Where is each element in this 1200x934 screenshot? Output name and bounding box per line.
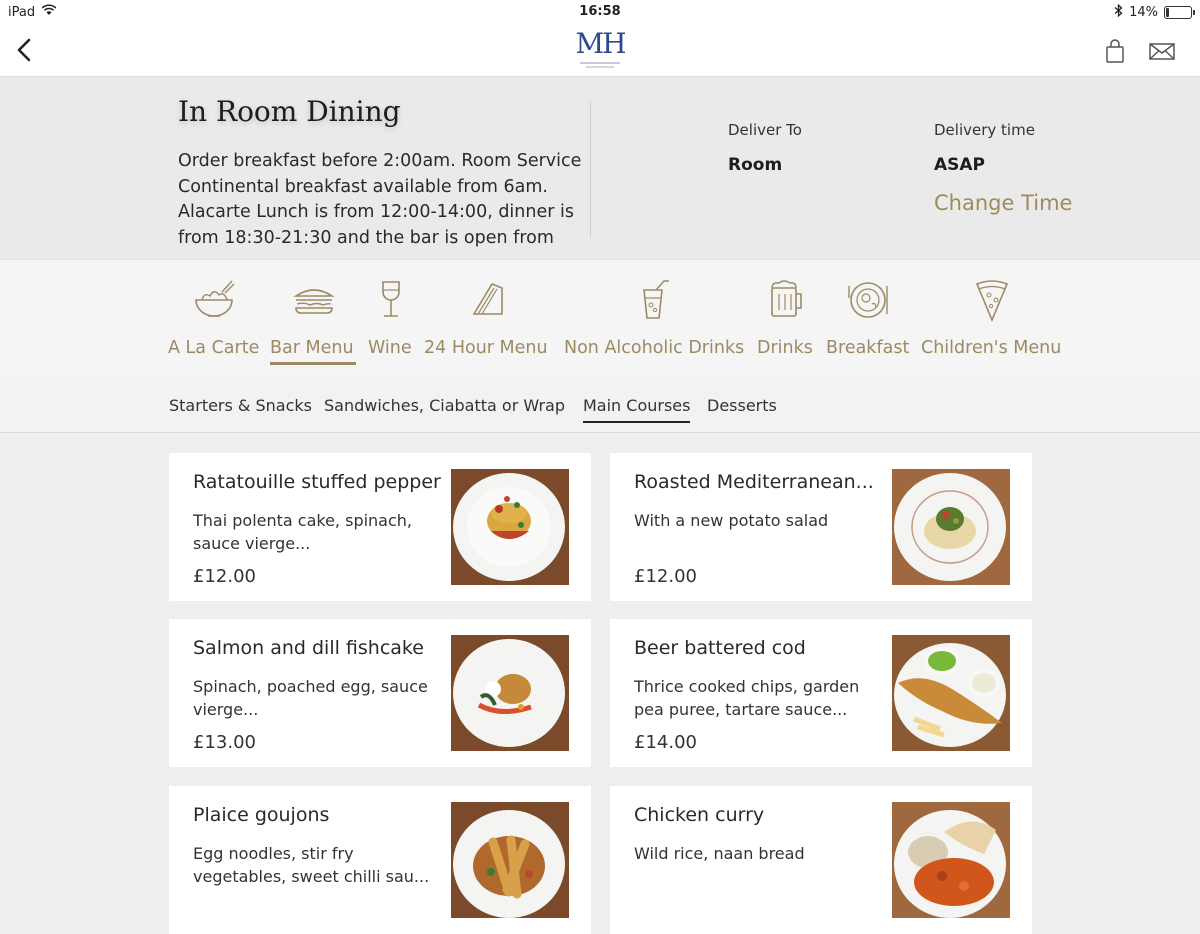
category-childrens-menu[interactable] [921,260,1063,376]
page-title: In Room Dining [178,95,401,128]
menu-item-card[interactable] [169,453,591,601]
menu-item-card[interactable] [610,786,1032,934]
category-a-la-carte[interactable] [168,260,260,376]
category-drinks[interactable] [757,260,815,376]
category-label: Non Alcoholic Drinks [564,338,745,358]
item-name: Beer battered cod [634,637,806,659]
sandwich-icon [292,278,336,324]
tab-label: Sandwiches, Ciabatta or Wrap [324,396,565,415]
category-bar-menu[interactable] [270,260,358,376]
menu-item-card[interactable] [169,619,591,767]
battery-percent: 14% [1129,5,1158,20]
menu-item-card[interactable] [610,453,1032,601]
category-label: Drinks [757,338,813,358]
delivery-time-value: ASAP [934,155,986,175]
shopping-bag-icon [1102,38,1128,64]
item-price: £13.00 [193,732,256,753]
active-tab-indicator [583,421,690,423]
sandwich-wedge-icon [468,278,508,324]
item-description: With a new potato salad [634,511,829,530]
menu-item-card[interactable] [610,619,1032,767]
tab-label: Starters & Snacks [169,396,312,415]
food-photo [451,635,569,751]
back-button[interactable] [12,36,40,64]
delivery-time-label: Delivery time [934,121,1035,139]
active-category-indicator [270,362,356,365]
beer-mug-icon [766,278,806,324]
food-photo [451,469,569,585]
noodle-bowl-icon [192,278,236,324]
tab-desserts[interactable] [707,396,777,415]
basket-button[interactable] [1102,38,1128,64]
bluetooth-icon [1114,4,1123,21]
category-label: A La Carte [168,338,260,358]
category-24-hour-menu[interactable] [424,260,552,376]
item-description: Wild rice, naan bread [634,844,805,863]
envelope-icon [1148,38,1176,64]
item-description: Thrice cooked chips, garden pea puree, tartare sauce... [634,677,860,719]
dining-description: Order breakfast before 2:00am. Room Service Continental breakfast available from 6am. Alacarte Lunch is from 12:00-14:00, dinner is from 18:30-21:30 and the bar is open from [178,151,582,248]
category-wine[interactable] [368,260,414,376]
item-price: £14.00 [634,732,697,753]
menu-subcategory-tabs [0,376,1200,433]
item-description: Spinach, poached egg, sauce vierge... [193,677,428,719]
food-photo [892,635,1010,751]
item-name: Chicken curry [634,804,765,826]
item-name: Ratatouille stuffed pepper [193,471,441,493]
clock: 16:58 [579,4,621,19]
food-photo [892,802,1010,918]
category-non-alcoholic-drinks[interactable] [564,260,746,376]
food-photo [892,469,1010,585]
messages-button[interactable] [1148,38,1174,64]
header-divider [590,101,591,237]
category-label: Wine [368,338,412,358]
item-price: £12.00 [193,566,256,587]
navigation-bar [0,24,1200,77]
category-label: Breakfast [826,338,910,358]
category-breakfast[interactable] [826,260,910,376]
wine-glass-icon [374,278,408,324]
category-label: Children's Menu [921,338,1062,358]
item-name: Plaice goujons [193,804,330,826]
tab-label: Desserts [707,396,777,415]
item-name: Salmon and dill fishcake [193,637,424,659]
chevron-left-icon [12,36,40,64]
hotel-logo [570,28,630,72]
category-label: 24 Hour Menu [424,338,548,358]
item-description: Egg noodles, stir fry vegetables, sweet chilli sau... [193,844,430,886]
soft-drink-icon [636,278,674,324]
food-photo [451,802,569,918]
status-bar [0,0,1200,24]
logo-mark: MH [575,27,625,60]
device-name: iPad [8,4,36,20]
item-description: Thai polenta cake, spinach, sauce vierge... [193,511,413,553]
dining-header [0,77,1200,259]
battery-icon [1164,6,1192,19]
tab-sandwiches[interactable] [324,396,565,415]
pizza-slice-icon [972,278,1012,324]
change-time-link[interactable]: Change Time [934,191,1073,215]
menu-item-card[interactable] [169,786,591,934]
deliver-to-label: Deliver To [728,121,802,139]
tab-label: Main Courses [583,396,691,415]
item-price: £12.00 [634,566,697,587]
tab-starters-snacks[interactable] [169,396,312,415]
category-label: Bar Menu [270,338,354,358]
deliver-to-value: Room [728,155,783,175]
tab-main-courses[interactable] [583,396,690,415]
menu-category-bar [0,259,1200,377]
item-name: Roasted Mediterranean... [634,471,874,493]
breakfast-plate-icon [846,278,890,324]
